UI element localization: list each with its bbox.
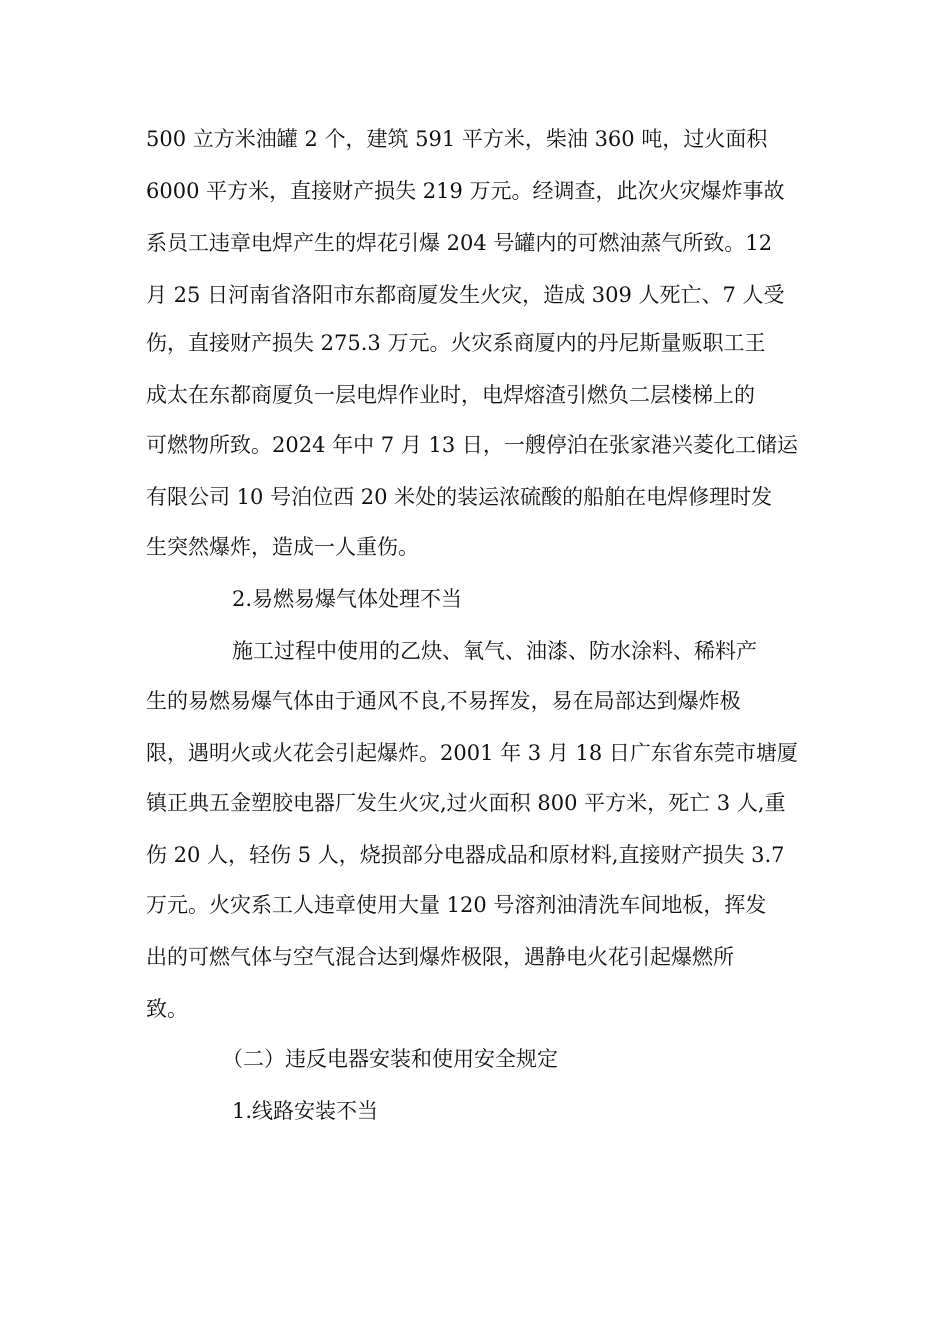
paragraph-line: 镇正典五金塑胶电器厂发生火灾,过火面积 800 平方米，死亡 3 人,重: [146, 791, 786, 815]
paragraph-line: 有限公司 10 号泊位西 20 米处的装运浓硫酸的船舶在电焊修理时发: [146, 485, 773, 509]
paragraph-line: 生突然爆炸，造成一人重伤。: [146, 535, 419, 559]
subheading-flammable-gas: 2.易燃易爆气体处理不当: [232, 587, 463, 611]
paragraph-line: 伤，直接财产损失 275.3 万元。火灾系商厦内的丹尼斯量贩职工王: [146, 331, 766, 355]
paragraph-line: 万元。火灾系工人违章使用大量 120 号溶剂油清洗车间地板，挥发: [146, 893, 767, 917]
paragraph-line: 500 立方米油罐 2 个，建筑 591 平方米，柴油 360 吨，过火面积: [146, 127, 768, 151]
paragraph-line: 施工过程中使用的乙炔、氧气、油漆、防水涂料、稀料产: [232, 639, 757, 663]
paragraph-line: 致。: [146, 997, 188, 1021]
paragraph-line: 限，遇明火或火花会引起爆炸。2001 年 3 月 18 日广东省东莞市塘厦: [146, 741, 798, 765]
paragraph-line: 可燃物所致。2024 年中 7 月 13 日，一艘停泊在张家港兴菱化工储运: [146, 433, 798, 457]
paragraph-line: 6000 平方米，直接财产损失 219 万元。经调查，此次火灾爆炸事故: [146, 179, 785, 203]
subheading-wiring: 1.线路安装不当: [232, 1099, 379, 1123]
paragraph-line: 系员工违章电焊产生的焊花引爆 204 号罐内的可燃油蒸气所致。12: [146, 231, 773, 255]
section-heading: （二）违反电器安装和使用安全规定: [222, 1047, 558, 1071]
paragraph-line: 生的易燃易爆气体由于通风不良,不易挥发，易在局部达到爆炸极: [146, 689, 741, 713]
paragraph-line: 伤 20 人，轻伤 5 人，烧损部分电器成品和原材料,直接财产损失 3.7: [146, 843, 785, 867]
paragraph-line: 出的可燃气体与空气混合达到爆炸极限，遇静电火花引起爆燃所: [146, 945, 734, 969]
paragraph-line: 月 25 日河南省洛阳市东都商厦发生火灾，造成 309 人死亡、7 人受: [146, 283, 785, 307]
paragraph-line: 成太在东都商厦负一层电焊作业时，电焊熔渣引燃负二层楼梯上的: [146, 383, 755, 407]
